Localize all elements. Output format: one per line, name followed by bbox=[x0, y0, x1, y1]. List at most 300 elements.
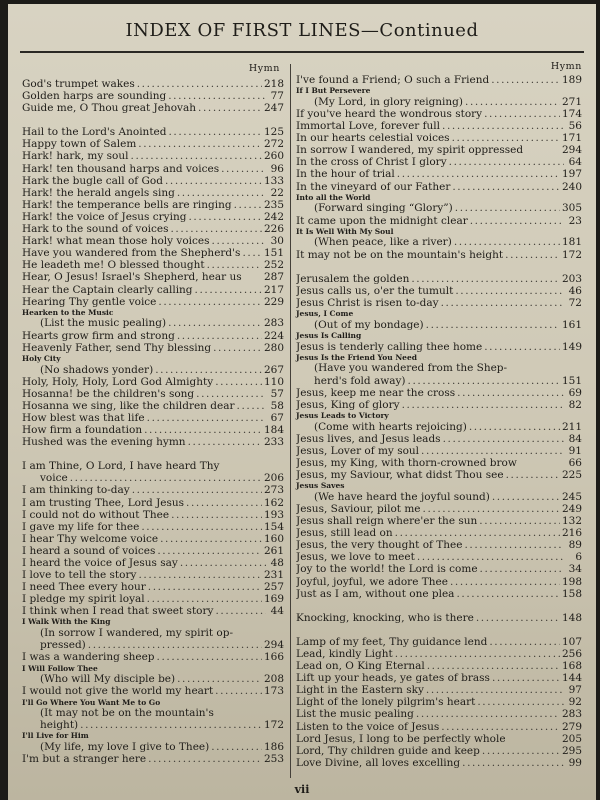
index-entry bbox=[296, 96, 582, 108]
hymn-number: 193 bbox=[263, 508, 284, 521]
first-line-text: Lamp of my feet, Thy guidance lend bbox=[296, 635, 488, 648]
hymn-number: 96 bbox=[270, 162, 284, 175]
hymn-number: 99 bbox=[568, 756, 582, 769]
index-entry bbox=[296, 469, 582, 481]
index-entry bbox=[296, 721, 582, 733]
first-line-text: I would not give the world my heart bbox=[22, 685, 214, 698]
index-entry bbox=[296, 181, 582, 193]
dot-leader bbox=[417, 551, 564, 563]
section-gap bbox=[296, 624, 582, 636]
hymn-number: 206 bbox=[263, 472, 284, 485]
index-entry bbox=[22, 472, 284, 484]
index-entry bbox=[22, 284, 284, 296]
index-entry bbox=[22, 296, 284, 308]
hymn-number: 198 bbox=[561, 575, 582, 588]
index-entry bbox=[22, 627, 284, 639]
index-entry bbox=[296, 491, 582, 503]
first-line-text: How firm a foundation bbox=[22, 424, 143, 437]
index-entry bbox=[296, 515, 582, 527]
dot-leader bbox=[421, 445, 564, 457]
first-line-text: Knocking, knocking, who is there bbox=[296, 611, 474, 624]
index-entry bbox=[296, 433, 582, 445]
hymn-number: 283 bbox=[561, 708, 582, 721]
hymn-number: 77 bbox=[270, 90, 284, 103]
index-entry bbox=[22, 581, 284, 593]
first-line-text: (My life, my love I give to Thee) bbox=[40, 741, 210, 754]
index-entry bbox=[22, 175, 284, 187]
hymn-title-heading: It Is Well With My Soul bbox=[296, 226, 394, 236]
hymn-number: 161 bbox=[561, 318, 582, 331]
dot-leader bbox=[426, 684, 564, 696]
index-entry bbox=[22, 741, 284, 753]
hymn-number: 48 bbox=[270, 556, 284, 569]
dot-leader bbox=[234, 199, 262, 211]
first-line-text: In our hearts celestial voices bbox=[296, 132, 450, 145]
hymn-number: 218 bbox=[263, 78, 284, 90]
first-line-text: I was a wandering sheep bbox=[22, 651, 155, 664]
hymn-title-heading: I'll Live for Him bbox=[22, 731, 89, 741]
hymn-title-heading: Jesus Saves bbox=[296, 481, 345, 491]
first-line-text: Joyful, joyful, we adore Thee bbox=[296, 575, 448, 588]
first-line-text: It came upon the midnight clear bbox=[296, 214, 468, 227]
hymn-number: 132 bbox=[561, 515, 582, 528]
index-entry bbox=[22, 388, 284, 400]
index-entry bbox=[22, 460, 284, 472]
index-entry bbox=[296, 457, 582, 469]
first-line-text: Guide me, O Thou great Jehovah bbox=[22, 102, 196, 115]
hymn-number: 84 bbox=[568, 432, 582, 445]
first-line-text: Jesus, my Saviour, what didst Thou see bbox=[296, 469, 504, 482]
dot-leader bbox=[397, 168, 560, 180]
dot-leader bbox=[395, 648, 560, 660]
index-entry bbox=[296, 503, 582, 515]
first-line-text: Hearing Thy gentle voice bbox=[22, 295, 157, 308]
hymn-number: 267 bbox=[263, 363, 284, 376]
hymn-number: 245 bbox=[561, 490, 582, 503]
hymn-number: 247 bbox=[263, 102, 284, 115]
index-entry bbox=[296, 445, 582, 457]
dot-leader bbox=[132, 484, 262, 496]
first-line-text: Jerusalem the golden bbox=[296, 272, 410, 285]
first-line-text: Have you wandered from the Shepherd's bbox=[22, 247, 241, 260]
hymn-number: 186 bbox=[263, 741, 284, 754]
index-entry bbox=[296, 120, 582, 132]
hymn-number: 56 bbox=[568, 120, 582, 133]
hymn-number: 44 bbox=[270, 605, 284, 618]
hymn-number: 217 bbox=[263, 283, 284, 296]
hymn-number: 66 bbox=[568, 456, 582, 469]
first-line-text: (We have heard the joyful sound) bbox=[314, 490, 490, 503]
first-line-text: (Have you wandered from the Shep- bbox=[314, 362, 508, 375]
index-entry bbox=[296, 612, 582, 624]
hymn-number: 23 bbox=[568, 214, 582, 227]
hymn-number: 92 bbox=[568, 696, 582, 709]
hymn-number: 242 bbox=[263, 210, 284, 223]
dot-leader bbox=[188, 436, 262, 448]
hymn-number: 160 bbox=[263, 532, 284, 545]
hymn-number: 169 bbox=[263, 593, 284, 606]
first-line-text: Jesus Christ is risen to-day bbox=[296, 296, 439, 309]
dot-leader bbox=[237, 400, 267, 412]
index-entry bbox=[296, 202, 582, 214]
index-entry bbox=[22, 753, 284, 765]
hymn-number: 283 bbox=[263, 317, 284, 330]
hymn-number: 97 bbox=[568, 684, 582, 697]
index-entry bbox=[22, 605, 284, 617]
index-entry bbox=[22, 639, 284, 651]
first-line-text: In the hour of trial bbox=[296, 168, 395, 181]
first-line-text: Jesus, we love to meet bbox=[296, 551, 415, 564]
first-line-text: Jesus, still lead on bbox=[296, 527, 393, 540]
dot-leader bbox=[450, 576, 560, 588]
first-line-text: Lead on, O King Eternal bbox=[296, 660, 425, 673]
first-line-text: God's trumpet wakes bbox=[22, 78, 135, 90]
first-line-text: Hark! hark, my soul bbox=[22, 150, 129, 163]
dot-leader bbox=[168, 317, 262, 329]
first-line-text: Lead, kindly Light bbox=[296, 647, 393, 660]
dot-leader bbox=[141, 521, 262, 533]
entry-list-right bbox=[296, 74, 582, 769]
first-line-text: Joy to the world! the Lord is come bbox=[296, 563, 478, 576]
first-line-text: I'm but a stranger here bbox=[22, 753, 147, 766]
dot-leader bbox=[482, 745, 560, 757]
dot-leader bbox=[480, 563, 564, 575]
dot-leader bbox=[88, 639, 262, 651]
dot-leader bbox=[168, 126, 261, 138]
hymn-number: 151 bbox=[263, 247, 284, 260]
index-entry bbox=[296, 362, 582, 374]
dot-leader bbox=[70, 472, 262, 484]
dot-leader bbox=[464, 539, 564, 551]
dot-leader bbox=[186, 497, 262, 509]
dot-leader bbox=[157, 545, 262, 557]
dot-leader bbox=[395, 527, 560, 539]
dot-leader bbox=[188, 211, 262, 223]
index-entry bbox=[296, 527, 582, 539]
hymn-number: 151 bbox=[561, 374, 582, 387]
hymn-number: 6 bbox=[575, 551, 582, 564]
section-gap bbox=[22, 114, 284, 126]
hymn-number: 34 bbox=[568, 563, 582, 576]
hymn-number: 280 bbox=[263, 341, 284, 354]
hymn-number: 249 bbox=[561, 503, 582, 515]
index-entry bbox=[22, 364, 284, 376]
hymn-number: 110 bbox=[263, 375, 284, 388]
dot-leader bbox=[506, 469, 560, 481]
dot-leader bbox=[138, 138, 262, 150]
dot-leader bbox=[465, 96, 560, 108]
index-entry bbox=[296, 168, 582, 180]
index-entry bbox=[22, 150, 284, 162]
first-line-text: I think when I read that sweet story bbox=[22, 605, 214, 618]
dot-leader bbox=[462, 757, 564, 769]
index-entry bbox=[296, 144, 582, 156]
index-entry bbox=[22, 126, 284, 138]
index-entry bbox=[22, 569, 284, 581]
hymn-number: 305 bbox=[561, 202, 582, 215]
first-line-text: Light in the Eastern sky bbox=[296, 684, 424, 697]
index-entry bbox=[22, 330, 284, 342]
index-entry bbox=[296, 341, 582, 353]
index-entry bbox=[22, 400, 284, 412]
first-line-text: How blest was that life bbox=[22, 411, 145, 424]
first-line-text: I gave my life for thee bbox=[22, 520, 140, 533]
index-entry bbox=[22, 247, 284, 259]
index-entry bbox=[296, 156, 582, 168]
dot-leader bbox=[211, 741, 262, 753]
index-entry bbox=[22, 187, 284, 199]
index-entry bbox=[296, 672, 582, 684]
first-line-text: (Who will My disciple be) bbox=[40, 673, 176, 686]
hymn-title-heading: Jesus Is Calling bbox=[296, 330, 362, 340]
index-entry bbox=[296, 375, 582, 387]
hymn-number: 125 bbox=[263, 126, 284, 139]
index-entry bbox=[22, 271, 284, 283]
first-line-text: (In sorrow I wandered, my spirit op- bbox=[40, 627, 234, 640]
index-entry bbox=[296, 636, 582, 648]
index-entry bbox=[296, 285, 582, 297]
hymn-number: 172 bbox=[561, 248, 582, 261]
first-line-text: Hosanna! be the children's song bbox=[22, 387, 195, 400]
dot-leader bbox=[170, 223, 261, 235]
hymn-number: 271 bbox=[561, 95, 582, 108]
dot-leader bbox=[148, 581, 262, 593]
hymn-number: 158 bbox=[561, 587, 582, 600]
dot-leader bbox=[155, 364, 262, 376]
first-line-text: Hushed was the evening hymn bbox=[22, 436, 186, 449]
first-line-text: Lift up your heads, ye gates of brass bbox=[296, 672, 490, 685]
dot-leader bbox=[492, 491, 560, 503]
hymn-number: 154 bbox=[263, 520, 284, 533]
dot-leader bbox=[242, 247, 262, 259]
index-entry bbox=[22, 424, 284, 436]
index-entry bbox=[296, 648, 582, 660]
dot-leader bbox=[505, 249, 560, 261]
index-entry bbox=[22, 199, 284, 211]
index-entry bbox=[22, 90, 284, 102]
hymn-number: 203 bbox=[561, 272, 582, 285]
dot-leader bbox=[426, 319, 560, 331]
hymn-number: 69 bbox=[568, 386, 582, 399]
dot-leader bbox=[408, 375, 560, 387]
hymn-number: 208 bbox=[263, 673, 284, 686]
first-line-text: In the cross of Christ I glory bbox=[296, 156, 447, 169]
dot-leader bbox=[416, 708, 560, 720]
index-entry bbox=[22, 412, 284, 424]
hymn-number: 205 bbox=[561, 732, 582, 745]
first-line-text: (No shadows yonder) bbox=[40, 363, 154, 376]
index-entry bbox=[22, 163, 284, 175]
index-entry bbox=[22, 223, 284, 235]
hymn-number: 240 bbox=[561, 180, 582, 193]
hymn-number: 22 bbox=[270, 186, 284, 199]
index-entry bbox=[22, 719, 284, 731]
first-line-text: Love Divine, all loves excelling bbox=[296, 756, 461, 769]
hymn-number: 57 bbox=[270, 387, 284, 400]
hymn-number: 253 bbox=[263, 753, 284, 766]
dot-leader bbox=[165, 175, 262, 187]
index-entry bbox=[22, 651, 284, 663]
index-entry bbox=[296, 108, 582, 120]
page-number: vii bbox=[294, 783, 310, 796]
dot-leader bbox=[443, 433, 564, 445]
index-entry bbox=[22, 138, 284, 150]
index-entry bbox=[296, 399, 582, 411]
dot-leader bbox=[484, 341, 560, 353]
dot-leader bbox=[452, 132, 560, 144]
first-line-text: (Forward singing “Glory”) bbox=[314, 202, 453, 215]
dot-leader bbox=[131, 150, 262, 162]
hymn-number: 46 bbox=[568, 284, 582, 297]
dot-leader bbox=[147, 593, 262, 605]
dot-leader bbox=[207, 259, 262, 271]
index-entry bbox=[22, 102, 284, 114]
section-gap bbox=[296, 600, 582, 612]
dot-leader bbox=[441, 297, 564, 309]
first-line-text: I heard a sound of voices bbox=[22, 544, 156, 557]
hymn-number: 107 bbox=[561, 635, 582, 648]
dot-leader bbox=[489, 636, 560, 648]
hymn-title-heading: I'll Go Where You Want Me to Go bbox=[22, 697, 161, 707]
first-line-text: I heard the voice of Jesus say bbox=[22, 556, 178, 569]
first-line-text: Hark! the temperance bells are ringing bbox=[22, 198, 232, 211]
hymn-number: 235 bbox=[263, 198, 284, 211]
index-entry bbox=[22, 685, 284, 697]
index-entry bbox=[296, 684, 582, 696]
first-line-text: Heavenly Father, send Thy blessing bbox=[22, 341, 212, 354]
first-line-text: In the vineyard of our Father bbox=[296, 180, 451, 193]
dot-leader bbox=[427, 660, 560, 672]
dot-leader bbox=[215, 376, 262, 388]
dot-leader bbox=[177, 330, 262, 342]
first-line-text: I've found a Friend; O such a Friend bbox=[296, 74, 490, 86]
section-gap bbox=[296, 261, 582, 273]
first-line-text: Hark! the voice of Jesus crying bbox=[22, 210, 187, 223]
first-line-text: List the music pealing bbox=[296, 708, 414, 721]
dot-leader bbox=[177, 673, 262, 685]
hymn-number: 149 bbox=[561, 340, 582, 353]
index-entry bbox=[296, 236, 582, 248]
dot-leader bbox=[456, 588, 560, 600]
first-line-text: Listen to the voice of Jesus bbox=[296, 720, 440, 733]
first-line-text: Hear, O Jesus! Israel's Shepherd, hear us bbox=[22, 271, 242, 284]
index-entry bbox=[22, 259, 284, 271]
hymn-number: 148 bbox=[561, 611, 582, 624]
hymn-number: 256 bbox=[561, 647, 582, 660]
first-line-text: I am Thine, O Lord, I have heard Thy bbox=[22, 460, 220, 473]
hymn-number: 172 bbox=[263, 719, 284, 732]
hymn-title-heading: I Will Follow Thee bbox=[22, 663, 98, 673]
index-entry bbox=[22, 235, 284, 247]
hymn-number: 233 bbox=[263, 436, 284, 449]
hymn-title-heading: Jesus Is the Friend You Need bbox=[296, 352, 417, 362]
dot-leader bbox=[160, 533, 262, 545]
hymn-number: 272 bbox=[263, 138, 284, 151]
section-gap bbox=[22, 448, 284, 460]
first-line-text: I need Thee every hour bbox=[22, 581, 146, 594]
index-entry bbox=[296, 757, 582, 769]
first-line-text: If you've heard the wondrous story bbox=[296, 107, 483, 120]
hymn-number: 226 bbox=[263, 223, 284, 236]
hymn-number: 72 bbox=[568, 296, 582, 309]
first-line-text: Just as I am, without one plea bbox=[296, 587, 455, 600]
hymn-number: 294 bbox=[263, 639, 284, 652]
entry-list-left bbox=[22, 78, 284, 765]
index-entry bbox=[296, 696, 582, 708]
hymn-number: 252 bbox=[263, 259, 284, 272]
dot-leader bbox=[213, 342, 262, 354]
hymn-number: 82 bbox=[568, 398, 582, 411]
first-line-text: Hark the bugle call of God bbox=[22, 174, 163, 187]
hymn-number: 166 bbox=[263, 651, 284, 664]
first-line-text: I love to tell the story bbox=[22, 569, 137, 582]
first-line-text: Jesus, the very thought of Thee bbox=[296, 539, 463, 552]
index-entry bbox=[22, 707, 284, 719]
first-line-text: Holy, Holy, Holy, Lord God Almighty bbox=[22, 375, 214, 388]
index-column-right bbox=[296, 62, 582, 769]
first-line-text: (When peace, like a river) bbox=[314, 236, 452, 249]
hymn-number: 162 bbox=[263, 496, 284, 509]
hymn-number: 181 bbox=[561, 236, 582, 249]
first-line-text: Jesus is tenderly calling thee home bbox=[296, 340, 483, 353]
index-entry bbox=[296, 588, 582, 600]
index-entry bbox=[22, 342, 284, 354]
index-entry bbox=[296, 297, 582, 309]
index-entry bbox=[22, 545, 284, 557]
index-entry bbox=[296, 745, 582, 757]
index-entry bbox=[296, 708, 582, 720]
index-entry bbox=[296, 563, 582, 575]
first-line-text: Jesus, my King, with thorn-crowned brow bbox=[296, 456, 517, 469]
hymn-number: 184 bbox=[263, 424, 284, 437]
hymn-title-heading: Holy City bbox=[22, 353, 61, 363]
index-entry bbox=[22, 78, 284, 90]
dot-leader bbox=[177, 187, 266, 199]
dot-leader bbox=[411, 273, 560, 285]
dot-leader bbox=[455, 202, 560, 214]
dot-leader bbox=[477, 696, 564, 708]
dot-leader bbox=[215, 605, 266, 617]
title-rule bbox=[20, 51, 584, 53]
first-line-text: Lord, Thy children guide and keep bbox=[296, 744, 480, 757]
hymn-number: 273 bbox=[263, 484, 284, 497]
first-line-text: Light of the lonely pilgrim's heart bbox=[296, 696, 476, 709]
first-line-text: Hark! what mean those holy voices bbox=[22, 235, 210, 248]
dot-leader bbox=[196, 388, 266, 400]
first-line-text: Happy town of Salem bbox=[22, 138, 137, 151]
hymn-number: 144 bbox=[561, 672, 582, 685]
first-line-text: Jesus, Saviour, pilot me bbox=[296, 503, 421, 515]
dot-leader bbox=[221, 163, 266, 175]
dot-leader bbox=[457, 387, 564, 399]
first-line-text: He leadeth me! O blessed thought bbox=[22, 259, 205, 272]
dot-leader bbox=[469, 421, 560, 433]
hymn-number: 171 bbox=[561, 132, 582, 145]
dot-leader bbox=[455, 285, 564, 297]
dot-leader bbox=[138, 569, 262, 581]
first-line-text: Immortal Love, forever full bbox=[296, 120, 441, 133]
hymn-number: 224 bbox=[263, 329, 284, 342]
dot-leader bbox=[454, 236, 560, 248]
dot-leader bbox=[452, 181, 560, 193]
first-line-text: herd's fold away) bbox=[314, 374, 406, 387]
hymn-title-heading: If I But Persevere bbox=[296, 86, 371, 96]
first-line-text: Hark! the herald angels sing bbox=[22, 186, 175, 199]
index-entry bbox=[22, 211, 284, 223]
first-line-text: Jesus shall reign where'er the sun bbox=[296, 515, 478, 528]
index-entry bbox=[296, 74, 582, 86]
hymn-title-heading: Into all the World bbox=[296, 192, 371, 202]
